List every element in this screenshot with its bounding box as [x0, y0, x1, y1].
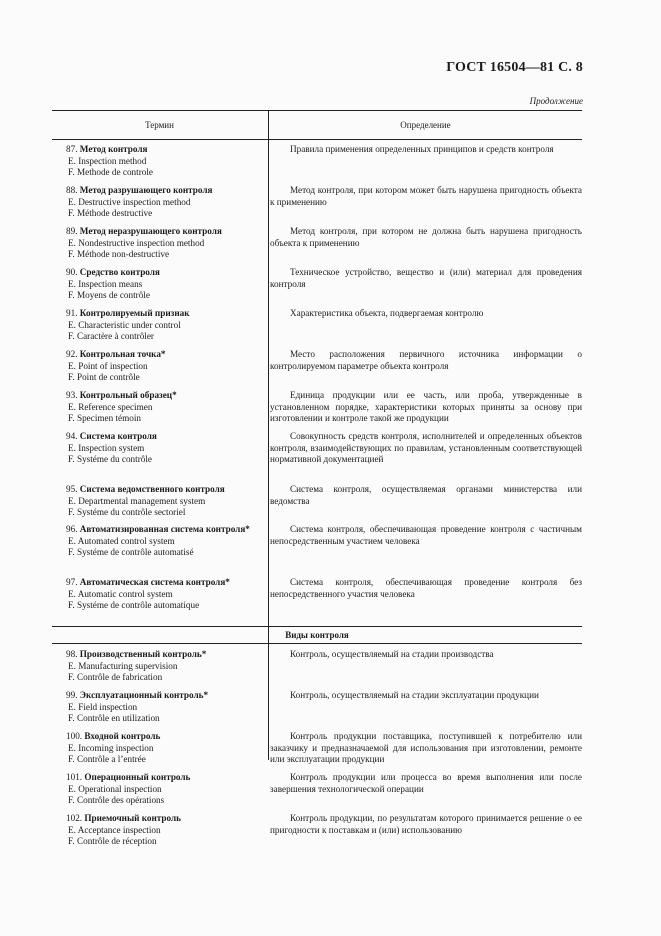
- term-number: 101.: [66, 772, 83, 782]
- term-definition: Место расположения первичного источника информации о контролируемом параметре объекта контроля: [270, 349, 582, 371]
- terms-table: [52, 110, 582, 847]
- term-name: Автоматическая система контроля*: [79, 577, 230, 587]
- term-french: F. Systéme de contrôle automatisé: [68, 547, 194, 558]
- term-english: E. Inspection system: [68, 442, 145, 453]
- term-russian: [52, 431, 264, 443]
- column-divider: [268, 140, 269, 760]
- term-cell: [52, 484, 264, 519]
- term-number: 93.: [66, 390, 78, 400]
- term-english: E. Field inspection: [68, 701, 138, 712]
- section-rule: [52, 626, 582, 627]
- term-name: Приемочный контроль: [84, 813, 182, 823]
- term-french: F. Contrôle de fabrication: [68, 672, 163, 683]
- term-english: E. Reference specimen: [68, 401, 153, 412]
- section-rule: [52, 643, 582, 644]
- term-russian: [52, 524, 264, 536]
- term-english: E. Operational inspection: [68, 783, 162, 794]
- term-cell: [52, 185, 264, 220]
- term-definition: Техническое устройство, вещество и (или) материал для проведения контроля: [270, 267, 582, 289]
- term-name: Метод неразрушающего контроля: [79, 226, 222, 236]
- term-french: F. Moyens de contrôle: [68, 290, 150, 301]
- term-cell: [52, 349, 264, 384]
- term-russian: [52, 690, 264, 702]
- term-number: 88.: [66, 185, 78, 195]
- term-definition: Совокупность средств контроля, исполнителей и определенных объектов контроля, взаимодействующих по правилам, установленным соответствующей нормативной документацией: [270, 431, 582, 465]
- term-english: E. Automated control system: [68, 535, 175, 546]
- term-english: E. Departmental management system: [68, 495, 206, 506]
- term-definition: Единица продукции или ее часть, или проба, утвержденные в установленном порядке, характеристики которых приняты за основу при изготовлении и контроле такой же продукции: [270, 390, 582, 424]
- term-definition: Контроль, осуществляемый на стадии производства: [290, 649, 494, 659]
- term-english: E. Inspection means: [68, 278, 143, 289]
- term-french: F. Caractère à contrôler: [68, 331, 154, 342]
- term-french: F. Méthode destructive: [68, 208, 153, 219]
- term-name: Входной контроль: [84, 731, 161, 741]
- term-number: 94.: [66, 431, 78, 441]
- term-russian: [52, 484, 264, 496]
- term-definition: Система контроля, осуществляемая органами министерства или ведомства: [270, 484, 582, 506]
- term-definition: Контроль продукции поставщика, поступившей к потребителю или заказчику и предназначаемой для использования при изготовлении, ремонте или эксплуатации продукции: [270, 731, 582, 765]
- term-cell: [52, 690, 264, 725]
- term-english: E. Destructive inspection method: [68, 196, 191, 207]
- term-french: F. Systéme de contrôle automatique: [68, 600, 200, 611]
- term-cell: [52, 308, 264, 343]
- term-french: F. Methode de controle: [68, 167, 153, 178]
- term-cell: [52, 431, 264, 466]
- term-russian: [52, 226, 264, 238]
- term-number: 100.: [66, 731, 83, 741]
- term-number: 95.: [66, 484, 78, 494]
- term-russian: [52, 349, 264, 361]
- term-french: F. Contrôle de réception: [68, 836, 157, 847]
- term-russian: [52, 649, 264, 661]
- table-header: [52, 110, 582, 140]
- term-cell: [52, 267, 264, 302]
- term-number: 90.: [66, 267, 78, 277]
- term-cell: [52, 577, 264, 612]
- term-cell: [52, 144, 264, 179]
- term-english: E. Acceptance inspection: [68, 824, 161, 835]
- term-name: Система контроля: [79, 431, 157, 441]
- term-english: E. Nondestructive inspection method: [68, 237, 205, 248]
- term-definition: Система контроля, обеспечивающая проведение контроля без непосредственного участия человека: [270, 577, 582, 599]
- term-name: Контролируемый признак: [79, 308, 190, 318]
- term-definition: Контроль продукции или процесса во время выполнения или после завершения технологической операции: [270, 772, 582, 794]
- term-number: 89.: [66, 226, 78, 236]
- term-russian: [52, 577, 264, 589]
- term-french: F. Systéme du contrôle sectoriel: [68, 507, 186, 518]
- term-english: E. Characteristic under control: [68, 319, 181, 330]
- term-definition: Метод контроля, при котором может быть нарушена пригодность объекта к применению: [270, 185, 582, 207]
- term-russian: [52, 772, 264, 784]
- term-name: Контрольный образец*: [79, 390, 177, 400]
- term-definition: Метод контроля, при котором не должна быть нарушена пригодность объекта к применению: [270, 226, 582, 248]
- column-header-definition: Определение: [400, 120, 451, 130]
- term-number: 96.: [66, 524, 78, 534]
- term-russian: [52, 813, 264, 825]
- term-name: Метод разрушающего контроля: [79, 185, 213, 195]
- column-header-term: Термин: [145, 120, 174, 130]
- term-french: F. Méthode non-destructive: [68, 249, 170, 260]
- term-english: E. Point of inspection: [68, 360, 148, 371]
- term-cell: [52, 813, 264, 848]
- term-cell: [52, 772, 264, 807]
- term-russian: [52, 731, 264, 743]
- document-reference: ГОСТ 16504—81 С. 8: [446, 60, 583, 75]
- term-number: 98.: [66, 649, 78, 659]
- term-russian: [52, 185, 264, 197]
- term-russian: [52, 267, 264, 279]
- term-definition: Характеристика объекта, подвергаемая контролю: [290, 308, 484, 318]
- term-name: Контрольная точка*: [79, 349, 166, 359]
- term-number: 99.: [66, 690, 78, 700]
- term-french: F. Contrôle en utilization: [68, 713, 160, 724]
- term-french: F. Contrôle des opérations: [68, 795, 165, 806]
- term-name: Средство контроля: [79, 267, 160, 277]
- term-number: 97.: [66, 577, 78, 587]
- term-french: F. Systéme du contrôle: [68, 454, 152, 465]
- term-cell: [52, 524, 264, 559]
- term-number: 92.: [66, 349, 78, 359]
- term-french: F. Specimen témoin: [68, 413, 142, 424]
- term-number: 91.: [66, 308, 78, 318]
- term-english: E. Automatic control system: [68, 588, 173, 599]
- term-name: Производственный контроль*: [79, 649, 207, 659]
- term-definition: Контроль продукции, по результатам которого принимается решение о ее пригодности к поставкам и (или) использованию: [270, 813, 582, 835]
- term-name: Система ведомственного контроля: [79, 484, 225, 494]
- term-english: E. Incoming inspection: [68, 742, 154, 753]
- continuation-label: Продолжение: [529, 96, 583, 106]
- section-heading: Виды контроля: [285, 630, 349, 640]
- term-number: 87.: [66, 144, 78, 154]
- term-name: Эксплуатационный контроль*: [79, 690, 209, 700]
- term-definition: Контроль, осуществляемый на стадии эксплуатации продукции: [290, 690, 539, 700]
- term-name: Операционный контроль: [84, 772, 191, 782]
- term-russian: [52, 308, 264, 320]
- term-name: Метод контроля: [79, 144, 148, 154]
- term-russian: [52, 144, 264, 156]
- column-divider: [268, 111, 269, 139]
- term-number: 102.: [66, 813, 83, 823]
- term-cell: [52, 649, 264, 684]
- term-definition: Система контроля, обеспечивающая проведение контроля с частичным непосредственным участием человека: [270, 524, 582, 546]
- term-french: F. Point de contrôle: [68, 372, 140, 383]
- term-definition: Правила применения определенных принципов и средств контроля: [290, 144, 554, 154]
- term-english: E. Inspection method: [68, 155, 147, 166]
- term-cell: [52, 226, 264, 261]
- term-name: Автоматизированная система контроля*: [79, 524, 250, 534]
- term-cell: [52, 390, 264, 425]
- term-russian: [52, 390, 264, 402]
- term-french: F. Contrôle a l’entrée: [68, 754, 146, 765]
- term-cell: [52, 731, 264, 766]
- term-english: E. Manufacturing supervision: [68, 660, 178, 671]
